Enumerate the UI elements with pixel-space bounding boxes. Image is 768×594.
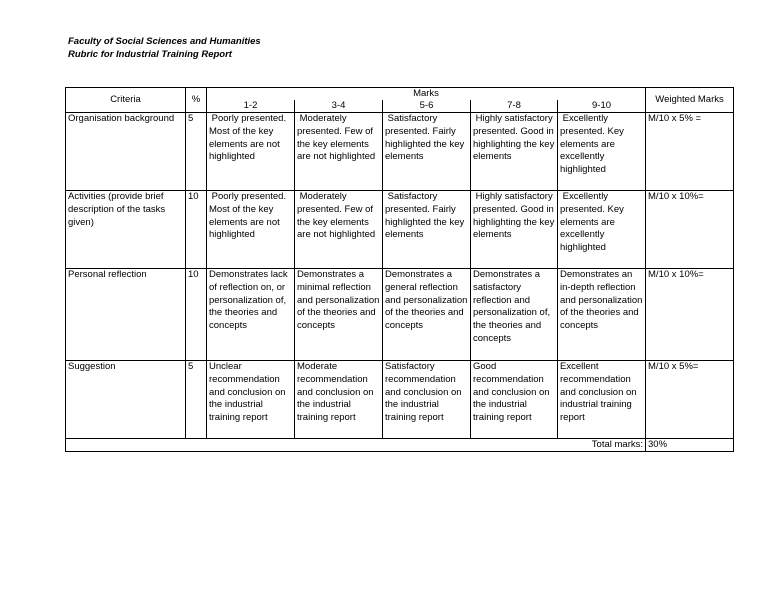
total-marks-label: Total marks:: [66, 439, 646, 452]
descriptor-cell: Excellently presented. Key elements are excellently highlighted: [558, 191, 646, 269]
range-header: 7-8: [471, 100, 558, 113]
descriptor-cell: Demonstrates lack of reflection on, or personalization of, the theories and concepts: [207, 269, 295, 361]
percent-header: %: [186, 88, 207, 113]
descriptor-cell: Demonstrates a general reflection and personalization of the theories and concepts: [383, 269, 471, 361]
descriptor-cell: Satisfactory presented. Fairly highlighted the key elements: [383, 113, 471, 191]
rubric-title: Rubric for Industrial Training Report: [68, 48, 232, 60]
table-row: [66, 113, 734, 191]
descriptor-cell: Poorly presented. Most of the key elements are not highlighted: [207, 113, 295, 191]
criteria-cell: Activities (provide brief description of the tasks given): [66, 191, 186, 269]
range-header: 3-4: [295, 100, 383, 113]
descriptor-cell: Moderately presented. Few of the key elements are not highlighted: [295, 113, 383, 191]
descriptor-cell: Moderate recommendation and conclusion on the industrial training report: [295, 361, 383, 439]
percent-cell: 5: [186, 361, 207, 439]
range-header: 9-10: [558, 100, 646, 113]
descriptor-cell: Satisfactory presented. Fairly highlighted the key elements: [383, 191, 471, 269]
descriptor-cell: Highly satisfactory presented. Good in highlighting the key elements: [471, 191, 558, 269]
marks-header: Marks: [207, 88, 646, 101]
weighted-cell: M/10 x 10%=: [646, 191, 734, 269]
descriptor-cell: Satisfactory recommendation and conclusion on the industrial training report: [383, 361, 471, 439]
criteria-cell: Suggestion: [66, 361, 186, 439]
criteria-header: Criteria: [66, 88, 186, 113]
header-row: [66, 88, 734, 101]
faculty-title: Faculty of Social Sciences and Humanities: [68, 36, 261, 47]
descriptor-cell: Unclear recommendation and conclusion on the industrial training report: [207, 361, 295, 439]
percent-cell: 5: [186, 113, 207, 191]
range-header: 5-6: [383, 100, 471, 113]
percent-cell: 10: [186, 269, 207, 361]
document-header: [68, 36, 261, 61]
rubric-table: [65, 87, 734, 452]
descriptor-cell: Moderately presented. Few of the key elements are not highlighted: [295, 191, 383, 269]
weighted-marks-header: Weighted Marks: [646, 88, 734, 113]
descriptor-cell: Excellent recommendation and conclusion on industrial training report: [558, 361, 646, 439]
descriptor-cell: Good recommendation and conclusion on the industrial training report: [471, 361, 558, 439]
descriptor-cell: Demonstrates an in-depth reflection and personalization of the theories and concepts: [558, 269, 646, 361]
weighted-cell: M/10 x 5%=: [646, 361, 734, 439]
total-marks-value: 30%: [646, 439, 734, 452]
descriptor-cell: Demonstrates a minimal reflection and personalization of the theories and concepts: [295, 269, 383, 361]
percent-cell: 10: [186, 191, 207, 269]
weighted-cell: M/10 x 5% =: [646, 113, 734, 191]
table-row: [66, 269, 734, 361]
table-row: [66, 191, 734, 269]
range-header: 1-2: [207, 100, 295, 113]
descriptor-cell: Excellently presented. Key elements are excellently highlighted: [558, 113, 646, 191]
descriptor-cell: Demonstrates a satisfactory reflection and personalization of, the theories and concepts: [471, 269, 558, 361]
criteria-cell: Organisation background: [66, 113, 186, 191]
weighted-cell: M/10 x 10%=: [646, 269, 734, 361]
criteria-cell: Personal reflection: [66, 269, 186, 361]
table-row: [66, 361, 734, 439]
descriptor-cell: Poorly presented. Most of the key elements are not highlighted: [207, 191, 295, 269]
total-row: [66, 439, 734, 452]
descriptor-cell: Highly satisfactory presented. Good in highlighting the key elements: [471, 113, 558, 191]
